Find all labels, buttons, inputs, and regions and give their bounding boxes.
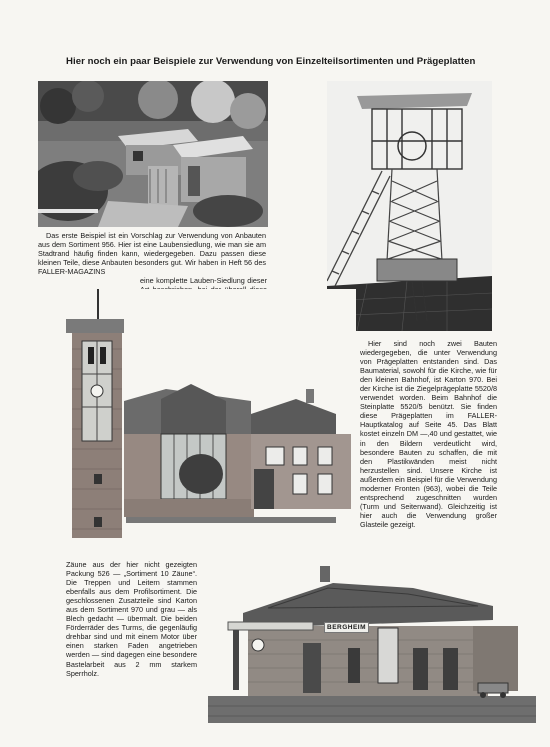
station-sign: BERGHEIM	[324, 622, 369, 633]
photo-church	[66, 289, 356, 542]
paragraph: Das erste Beispiel ist ein Vorschlag zur Verwendung von Anbauten aus dem Sortiment 956. Hier ist eine Laubensiedlung, wie man sie am Stadtrand häufig finden kann, wiedergegeben. Dazu passen diese kleinen Teile, diese Anbauten besonders gut. Wir haben in Heft 56 des FALLER-MAGAZINS	[38, 231, 266, 277]
text-block-stamped-plates	[360, 339, 497, 529]
photo-station	[208, 558, 536, 723]
paragraph: Zäune aus der hier nicht gezeigten Packung 526 — „Sortiment 10 Zäune“. Die Treppen und Leitern stammen ebenfalls aus dem Profilsortiment. Die geschlossenen Zusatzteile sind Karton aus dem Sortiment 970 und grau — als Blech gedacht — übermalt. Die beiden Förderräder des Turms, die gegenläufig drehbar sind und mit einem Motor über einen starken Faden angetrieben werden — sind dagegen eine besondere Bastelarbeit aus 2 mm starkem Sperrholz.	[66, 560, 197, 678]
page-title: Hier noch ein paar Beispiele zur Verwendung von Einzelteilsortimenten und Prägeplatten	[66, 56, 476, 67]
paragraph: eine komplette Lauben-Siedlung dieser	[140, 276, 267, 285]
photo-garden-sheds	[38, 81, 268, 227]
text-block-sheds	[38, 231, 266, 276]
paragraph: Hier sind noch zwei Bauten wiedergegeben, die unter Verwendung von Prägeplatten entstanden sind. Das Baumaterial, sowohl für die Kirche, wie für den kleinen Bahnhof, ist Karton 970. Bei der Kirche ist die Ziegelprägeplatte 5520/8 verwendet worden. Beim Bahnhof die Steinplatte 5520/5 benützt. Sie finden diese Prägeplatten im FALLER-Hauptkatalog auf Seite 45. Das Blatt kostet einzeln DM —,40 und gestattet, wie in den Bildern verdeutlicht wird, besondere Bauten zu schaffen, die mit den Plastikwänden meist nicht herzustellen sind. Unsere Kirche ist außerdem ein Beispiel für die Verwendung moderner Fronten (963), wobei die Teile entsprechend zugeschnitten wurden (Turm und Seitenwand). Gleichzeitig ist hier auch die Verwendung großer Glasteile gezeigt.	[360, 339, 497, 529]
text-block-fences	[66, 560, 197, 678]
